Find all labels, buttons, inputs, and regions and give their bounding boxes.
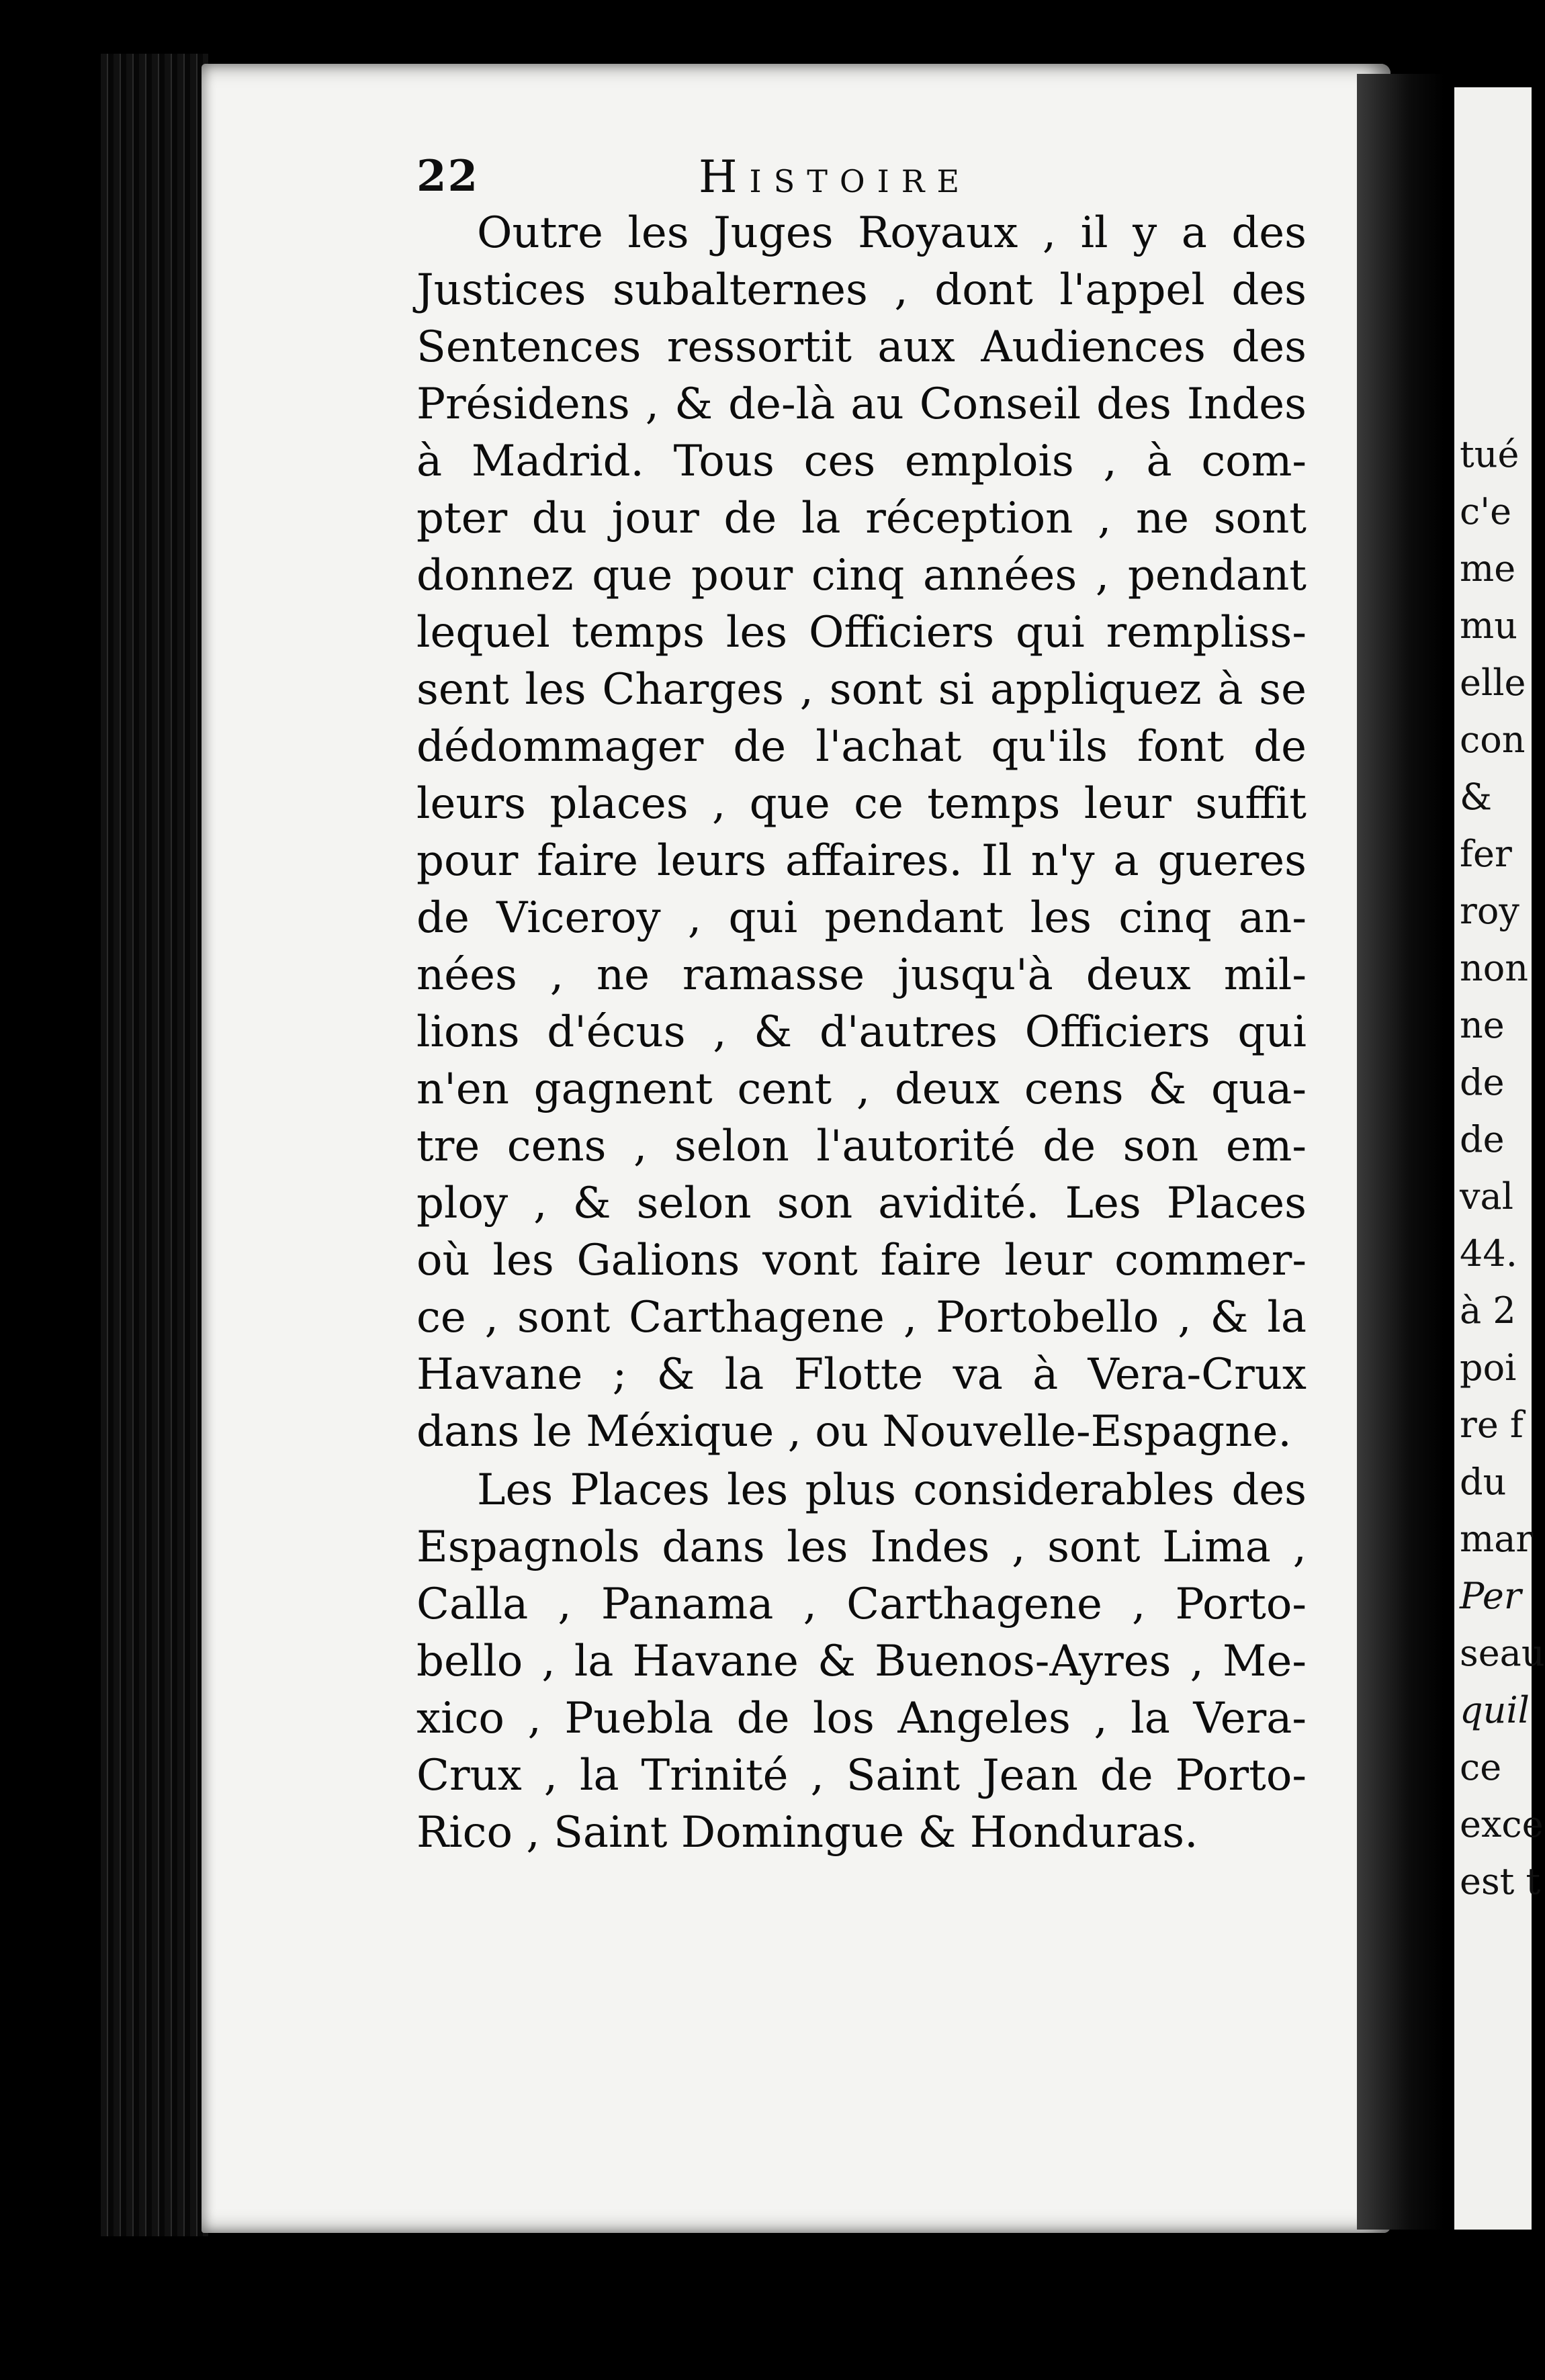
- facing-page-line: du: [1460, 1461, 1507, 1503]
- text-line: sent les Charges , sont si appliquez à se: [416, 665, 1307, 715]
- page-number: 22: [416, 151, 480, 201]
- text-line: n'en gagnent cent , deux cens & qua-: [416, 1064, 1307, 1114]
- text-line: pter du jour de la réception , ne sont: [416, 494, 1307, 543]
- facing-page-line: ce: [1460, 1746, 1502, 1788]
- facing-page-line: poi: [1460, 1346, 1517, 1389]
- text-line: Crux , la Trinité , Saint Jean de Porto-: [416, 1751, 1307, 1800]
- facing-page-line: mu: [1460, 604, 1517, 647]
- text-line: ce , sont Carthagene , Portobello , & la: [416, 1293, 1307, 1342]
- facing-page-line: de: [1460, 1118, 1505, 1160]
- facing-page-line: seau: [1460, 1632, 1545, 1674]
- text-line: Outre les Juges Royaux , il y a des: [477, 208, 1307, 258]
- text-line: Calla , Panama , Carthagene , Porto-: [416, 1580, 1307, 1629]
- text-line: leurs places , que ce temps leur suffit: [416, 779, 1307, 829]
- facing-page-line: elle: [1460, 661, 1526, 704]
- page-gutter-shadow: [1357, 74, 1444, 2230]
- facing-page-line: val: [1460, 1175, 1513, 1218]
- text-line: xico , Puebla de los Angeles , la Vera-: [416, 1694, 1307, 1743]
- facing-page-fragment: [1454, 87, 1545, 2230]
- text-line: Sentences ressortit aux Audiences des: [416, 322, 1307, 372]
- text-line: dédommager de l'achat qu'ils font de: [416, 722, 1307, 772]
- text-line: dans le Méxique , ou Nouvelle-Espagne.: [416, 1407, 1292, 1457]
- facing-page-line: &: [1460, 776, 1493, 818]
- text-line: pour faire leurs affaires. Il n'y a gueres: [416, 836, 1307, 886]
- text-line: Rico , Saint Domingue & Honduras.: [416, 1808, 1198, 1858]
- text-line: Présidens , & de-là au Conseil des Indes: [416, 379, 1307, 429]
- facing-page-line: mar: [1460, 1518, 1534, 1560]
- text-line: Justices subalternes , dont l'appel des: [416, 265, 1307, 315]
- text-line: bello , la Havane & Buenos-Ayres , Me-: [416, 1637, 1307, 1686]
- page-header: [416, 151, 1075, 212]
- facing-page-line: roy: [1460, 890, 1519, 932]
- facing-page-line: Per: [1460, 1575, 1521, 1617]
- facing-page-line: quil: [1460, 1689, 1530, 1731]
- text-line: à Madrid. Tous ces emplois , à com-: [416, 437, 1307, 486]
- text-line: de Viceroy , qui pendant les cinq an-: [416, 893, 1307, 943]
- text-line: lions d'écus , & d'autres Officiers qui: [416, 1007, 1307, 1057]
- running-title: Histoire: [699, 151, 972, 203]
- facing-page-line: con: [1460, 719, 1526, 761]
- facing-page-line: 44.: [1460, 1232, 1517, 1275]
- facing-page-line: non: [1460, 947, 1529, 989]
- facing-page-line: fer: [1460, 833, 1512, 875]
- text-line: nées , ne ramasse jusqu'à deux mil-: [416, 950, 1307, 1000]
- text-line: où les Galions vont faire leur commer-: [416, 1236, 1307, 1285]
- facing-page-line: de: [1460, 1061, 1505, 1103]
- page-body-text: [416, 205, 1307, 1862]
- text-line: donnez que pour cinq années , pendant: [416, 551, 1307, 600]
- facing-page-line: me: [1460, 547, 1516, 590]
- facing-page-line: tué: [1460, 433, 1519, 475]
- text-line: ploy , & selon son avidité. Les Places: [416, 1179, 1307, 1228]
- facing-page-line: exce: [1460, 1803, 1544, 1845]
- text-line: Espagnols dans les Indes , sont Lima ,: [416, 1522, 1307, 1572]
- book-spine-edge: [101, 54, 208, 2236]
- facing-page-line: à 2: [1460, 1289, 1516, 1332]
- facing-page-line: c'e: [1460, 490, 1512, 533]
- facing-page-line: est t: [1460, 1860, 1541, 1903]
- facing-page-line: ne: [1460, 1004, 1505, 1046]
- text-line: Les Places les plus considerables des: [477, 1465, 1307, 1515]
- text-line: Havane ; & la Flotte va à Vera-Crux: [416, 1350, 1307, 1400]
- text-line: tre cens , selon l'autorité de son em-: [416, 1122, 1307, 1171]
- facing-page-line: re f: [1460, 1404, 1524, 1446]
- text-line: lequel temps les Officiers qui rempliss-: [416, 608, 1307, 657]
